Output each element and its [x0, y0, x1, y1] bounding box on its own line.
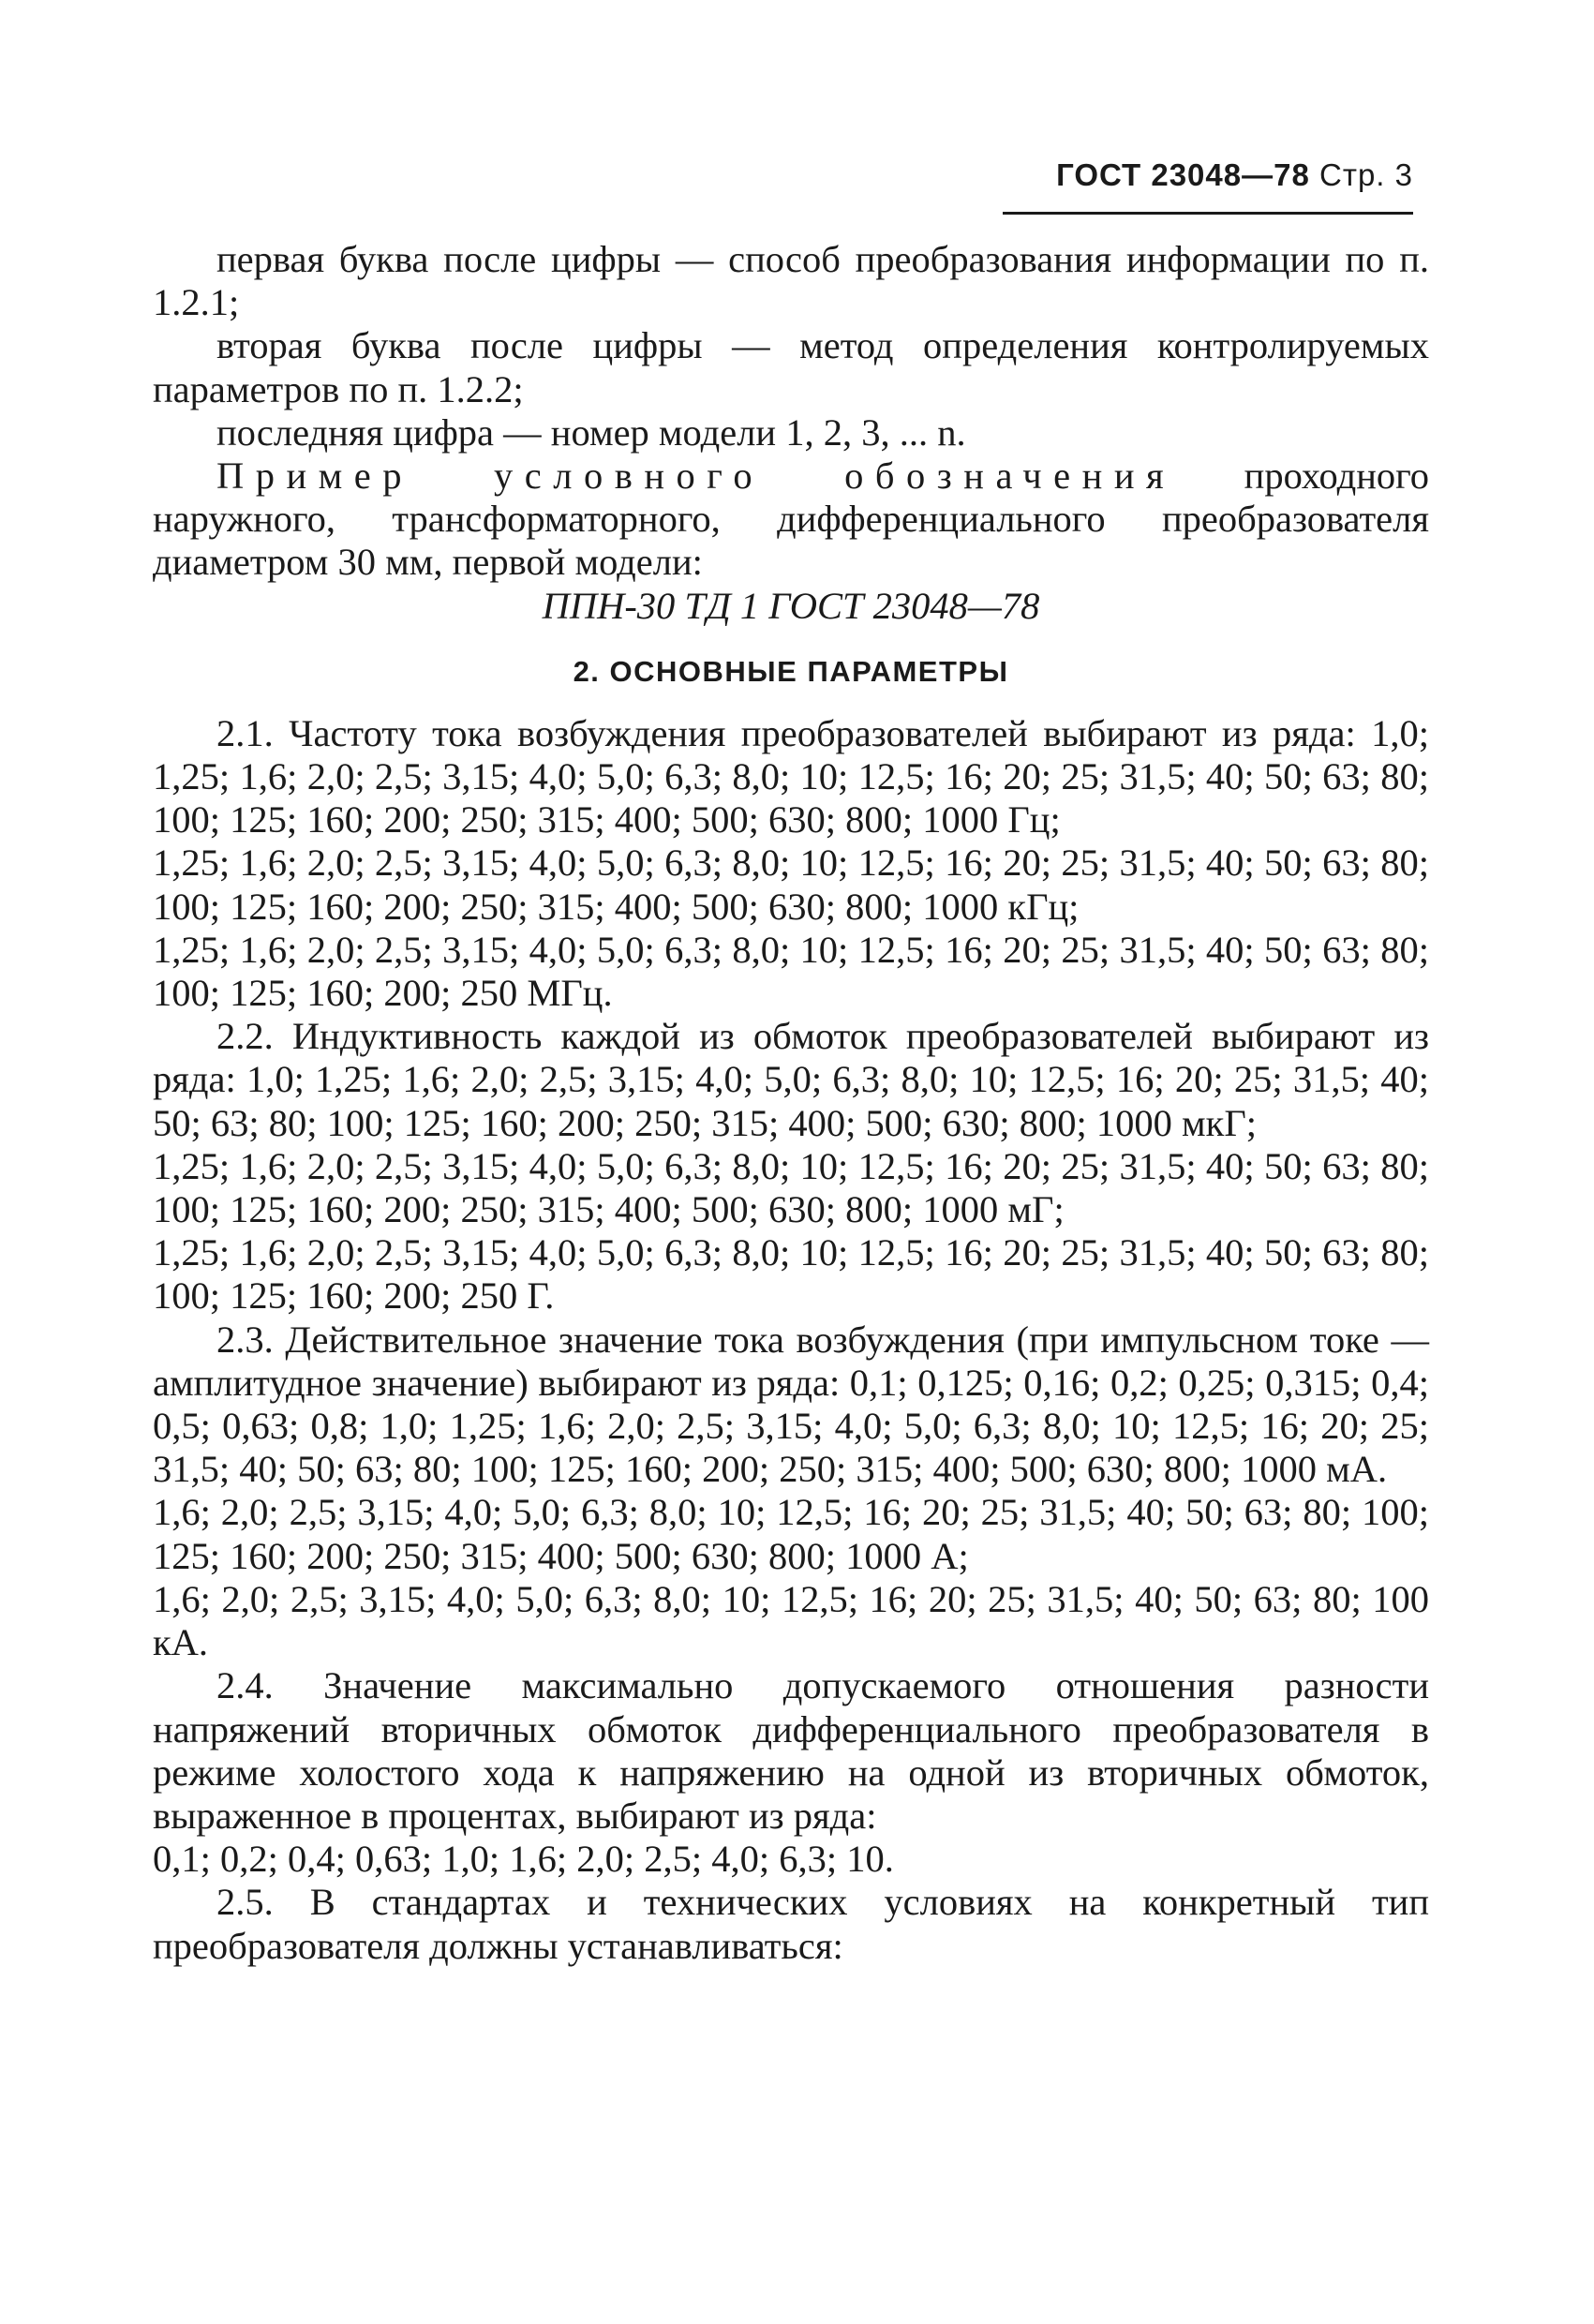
clause-2-5: 2.5. В стандартах и технических условиях на конкретный тип преобразователя должны устанавливаться: [153, 1881, 1429, 1967]
clause-2-4-values: 0,1; 0,2; 0,4; 0,63; 1,0; 1,6; 2,0; 2,5; 4,0; 6,3; 10. [153, 1838, 894, 1881]
clause-2-3-ka: 1,6; 2,0; 2,5; 3,15; 4,0; 5,0; 6,3; 8,0; 10; 12,5; 16; 20; 25; 31,5; 40; 50; 63; 80; 100 кА. [153, 1577, 1429, 1664]
clause-2-3: 2.3. Действительное значение тока возбуждения (при импульсном токе — амплитудное значение) выбирают из ряда: 0,1; 0,125; 0,16; 0,2; 0,25; 0,315; 0,4; 0,5; 0,63; 0,8; 1,0; 1,25; 1,6; 2,0; 2,5; 3,15; 4,0; 5,0; 6,3; 8,0; 10; 12,5; 16; 20; 25; 31,5; 40; 50; 63; 80; 100; 125; 160; 200; 250; 315; 400; 500; 630; 800; 1000 мА. [153, 1318, 1429, 1491]
header-rule [1003, 212, 1413, 215]
clause-2-1-khz: 1,25; 1,6; 2,0; 2,5; 3,15; 4,0; 5,0; 6,3; 8,0; 10; 12,5; 16; 20; 25; 31,5; 40; 50; 63; 80; 100; 125; 160; 200; 250; 315; 400; 500; 630; 800; 1000 кГц; [153, 842, 1429, 928]
clause-2-2-mh: 1,25; 1,6; 2,0; 2,5; 3,15; 4,0; 5,0; 6,3; 8,0; 10; 12,5; 16; 20; 25; 31,5; 40; 50; 63; 80; 100; 125; 160; 200; 250; 315; 400; 500; 630; 800; 1000 мГ; [153, 1144, 1429, 1231]
document-body [153, 238, 1429, 1968]
section-title: 2. ОСНОВНЫЕ ПАРАМЕТРЫ [573, 654, 1009, 688]
clause-2-3-a: 1,6; 2,0; 2,5; 3,15; 4,0; 5,0; 6,3; 8,0; 10; 12,5; 16; 20; 25; 31,5; 40; 50; 63; 80; 100; 125; 160; 200; 250; 315; 400; 500; 630; 800; 1000 А; [153, 1491, 1429, 1577]
paragraph-last-digit: последняя цифра — номер модели 1, 2, 3, ... n. [216, 410, 966, 454]
page-header [1020, 157, 1413, 193]
clause-2-2-h: 1,25; 1,6; 2,0; 2,5; 3,15; 4,0; 5,0; 6,3; 8,0; 10; 12,5; 16; 20; 25; 31,5; 40; 50; 63; 80; 100; 125; 160; 200; 250 Г. [153, 1231, 1429, 1318]
example-text: проходного наружного, трансформаторного, дифференциального преобразователя диаметром 30 мм, первой модели: [153, 454, 1429, 584]
paragraph-first-letter: первая буква после цифры — способ преобразования информации по п. 1.2.1; [153, 238, 1429, 324]
clause-2-1: 2.1. Частоту тока возбуждения преобразователей выбирают из ряда: 1,0; 1,25; 1,6; 2,0; 2,5; 3,15; 4,0; 5,0; 6,3; 8,0; 10; 12,5; 16; 20; 25; 31,5; 40; 50; 63; 80; 100; 125; 160; 200; 250; 315; 400; 500; 630; 800; 1000 Гц; [153, 711, 1429, 842]
doc-number: ГОСТ 23048—78 [1056, 157, 1310, 192]
designation-example: ППН-30 ТД 1 ГОСТ 23048—78 [542, 584, 1040, 627]
page-label: Стр. 3 [1319, 157, 1413, 192]
clause-2-1-mhz: 1,25; 1,6; 2,0; 2,5; 3,15; 4,0; 5,0; 6,3; 8,0; 10; 12,5; 16; 20; 25; 31,5; 40; 50; 63; 80; 100; 125; 160; 200; 250 МГц. [153, 928, 1429, 1015]
clause-2-2: 2.2. Индуктивность каждой из обмоток преобразователей выбирают из ряда: 1,0; 1,25; 1,6; 2,0; 2,5; 3,15; 4,0; 5,0; 6,3; 8,0; 10; 12,5; 16; 20; 25; 31,5; 40; 50; 63; 80; 100; 125; 160; 200; 250; 315; 400; 500; 630; 800; 1000 мкГ; [153, 1015, 1429, 1144]
paragraph-example [153, 454, 1429, 585]
clause-2-4: 2.4. Значение максимально допускаемого отношения разности напряжений вторичных обмоток дифференциального преобразователя в режиме холостого хода к напряжению на одной из вторичных обмоток, выраженное в процентах, выбирают из ряда: [153, 1664, 1429, 1837]
example-lead: Пример условного обозначения [216, 454, 1176, 498]
paragraph-second-letter: вторая буква после цифры — метод определения контролируемых параметров по п. 1.2.2; [153, 324, 1429, 410]
